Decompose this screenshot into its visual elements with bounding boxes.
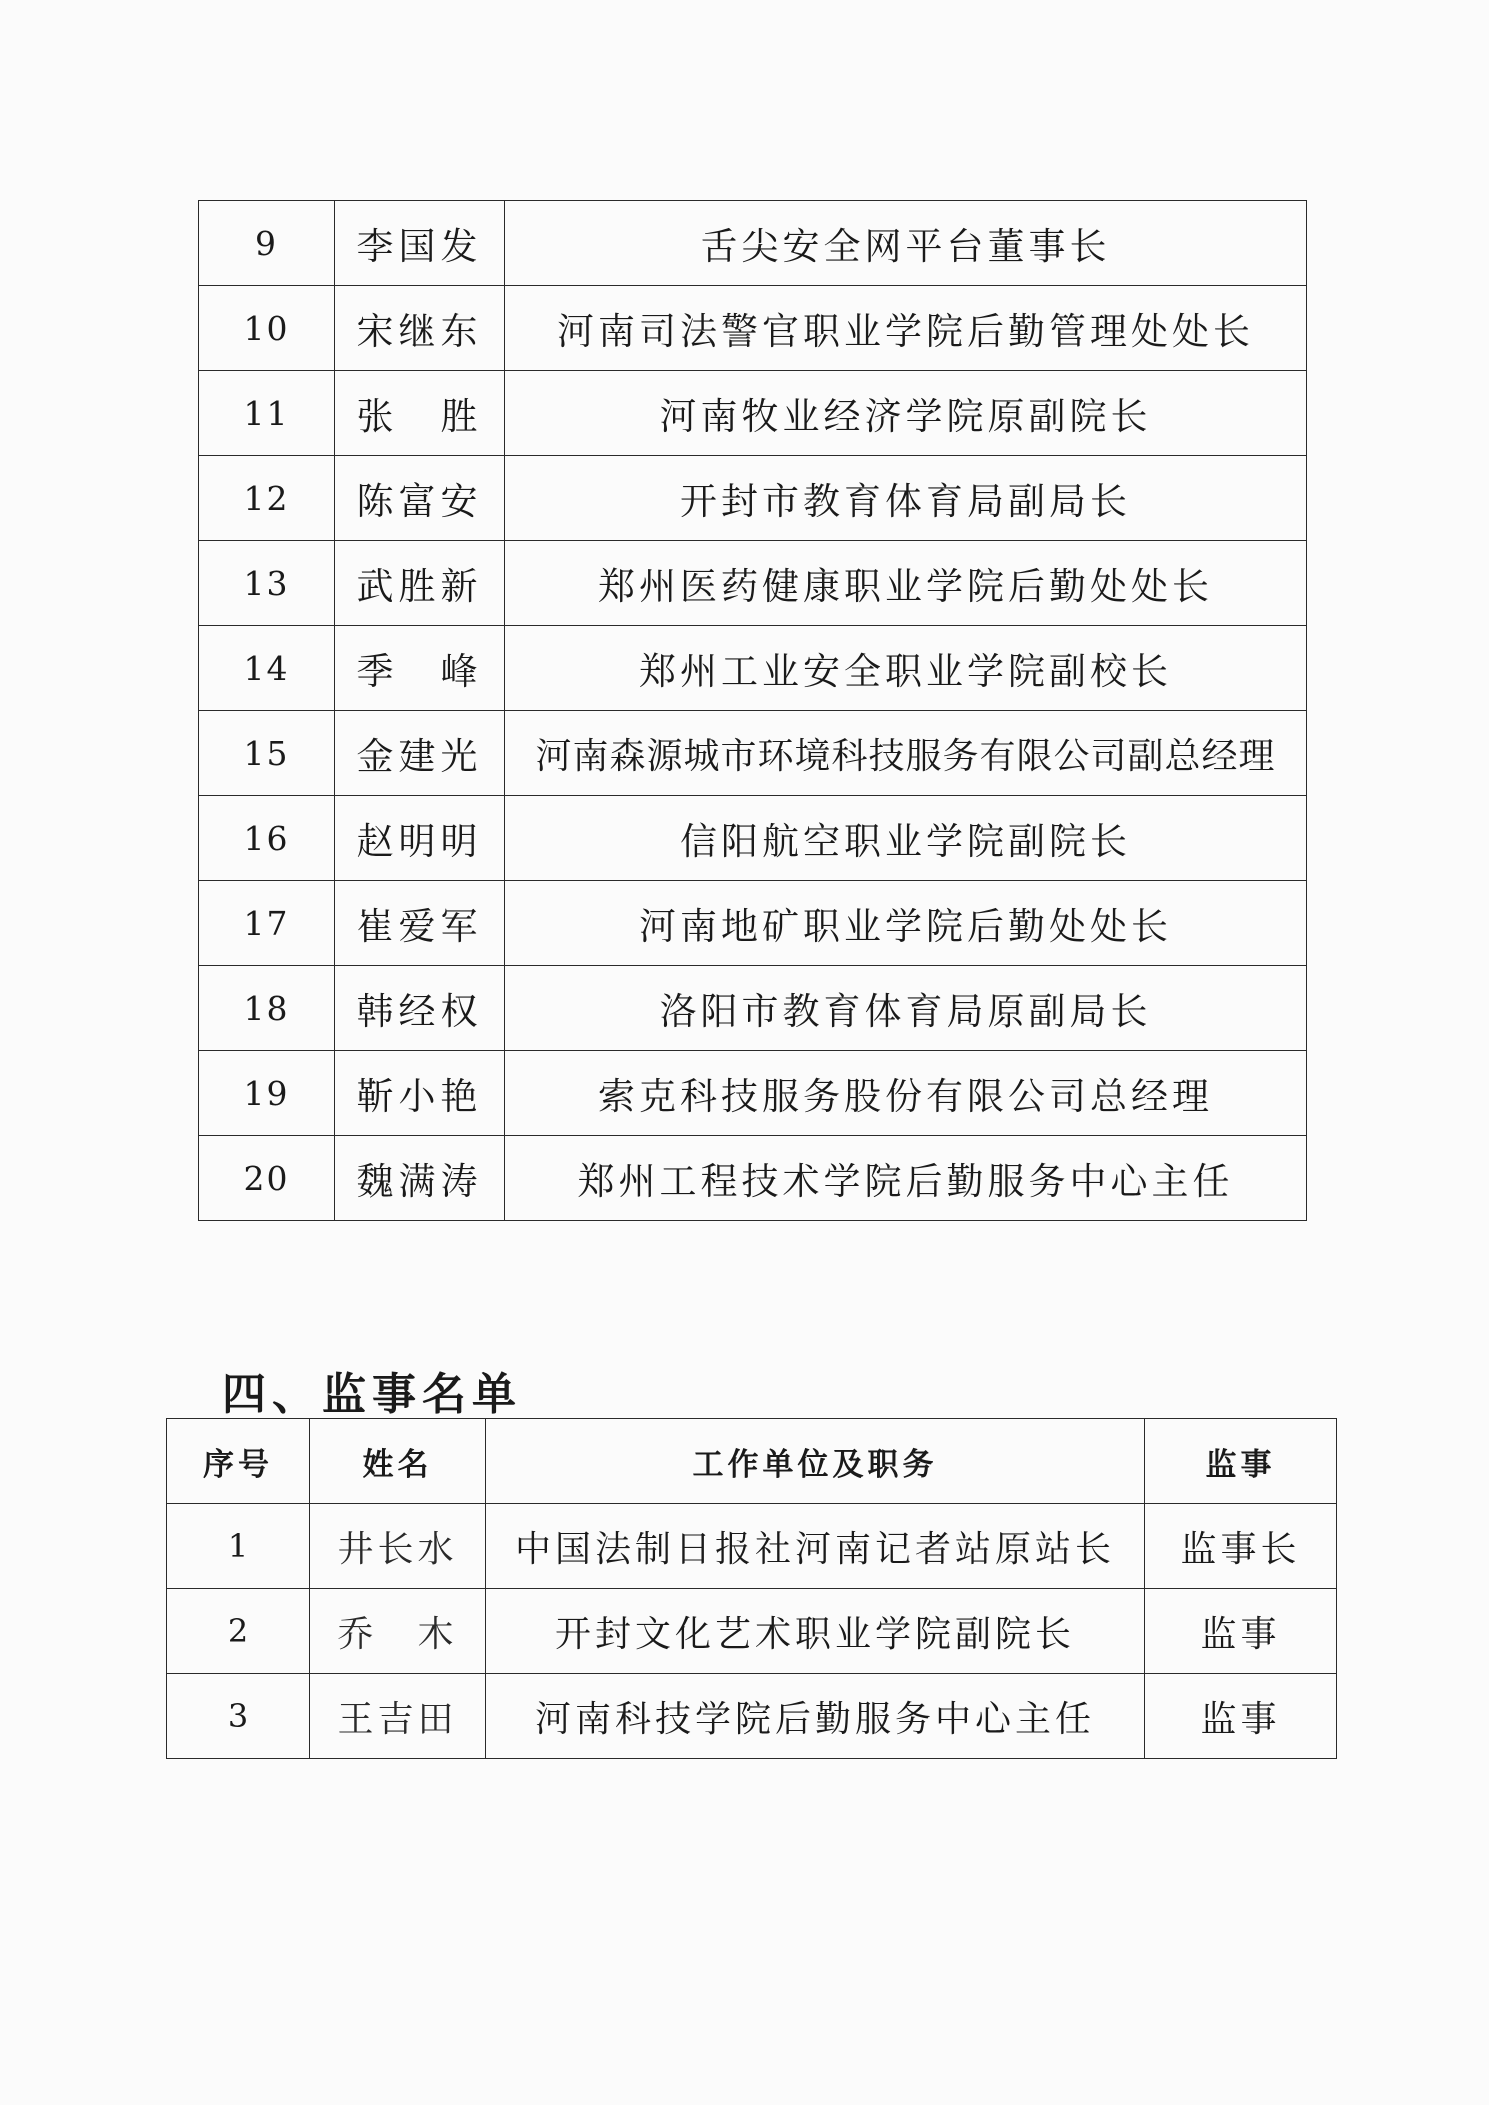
table-row <box>199 626 1307 711</box>
member-name: 魏满涛 <box>335 1136 505 1221</box>
section-heading: 四、监事名单 <box>222 1369 522 1420</box>
table-row <box>199 286 1307 371</box>
member-name: 宋继东 <box>335 286 505 371</box>
row-number: 14 <box>199 626 335 711</box>
member-name: 季 峰 <box>335 626 505 711</box>
row-number: 16 <box>199 796 335 881</box>
row-number: 3 <box>167 1674 310 1759</box>
council-member-table <box>198 200 1307 1221</box>
member-name: 赵明明 <box>335 796 505 881</box>
row-number: 18 <box>199 966 335 1051</box>
member-name: 李国发 <box>335 201 505 286</box>
member-position: 开封市教育体育局副局长 <box>505 456 1307 541</box>
member-name: 崔爱军 <box>335 881 505 966</box>
supervisor-role: 监事 <box>1145 1589 1337 1674</box>
supervisor-position: 中国法制日报社河南记者站原站长 <box>486 1504 1145 1589</box>
supervisor-role: 监事 <box>1145 1674 1337 1759</box>
table-row <box>167 1589 1337 1674</box>
member-position: 洛阳市教育体育局原副局长 <box>505 966 1307 1051</box>
row-number: 12 <box>199 456 335 541</box>
table-row <box>199 966 1307 1051</box>
member-name: 韩经权 <box>335 966 505 1051</box>
member-position: 郑州工程技术学院后勤服务中心主任 <box>505 1136 1307 1221</box>
member-name: 武胜新 <box>335 541 505 626</box>
member-name: 金建光 <box>335 711 505 796</box>
member-name: 靳小艳 <box>335 1051 505 1136</box>
row-number: 2 <box>167 1589 310 1674</box>
row-number: 9 <box>199 201 335 286</box>
member-position: 郑州工业安全职业学院副校长 <box>505 626 1307 711</box>
member-position: 信阳航空职业学院副院长 <box>505 796 1307 881</box>
table-header-row <box>167 1419 1337 1504</box>
table-row <box>199 371 1307 456</box>
row-number: 1 <box>167 1504 310 1589</box>
row-number: 13 <box>199 541 335 626</box>
row-number: 15 <box>199 711 335 796</box>
row-number: 19 <box>199 1051 335 1136</box>
supervisor-position: 河南科技学院后勤服务中心主任 <box>486 1674 1145 1759</box>
member-position: 河南森源城市环境科技服务有限公司副总经理 <box>505 711 1307 796</box>
supervisor-position: 开封文化艺术职业学院副院长 <box>486 1589 1145 1674</box>
row-number: 20 <box>199 1136 335 1221</box>
table-row <box>199 456 1307 541</box>
table-row <box>199 541 1307 626</box>
table-row <box>199 711 1307 796</box>
supervisor-table <box>166 1418 1337 1759</box>
table-row <box>199 1051 1307 1136</box>
member-position: 河南司法警官职业学院后勤管理处处长 <box>505 286 1307 371</box>
member-position: 舌尖安全网平台董事长 <box>505 201 1307 286</box>
header-role: 监事 <box>1145 1419 1337 1504</box>
header-name: 姓名 <box>310 1419 486 1504</box>
table-row <box>167 1504 1337 1589</box>
supervisor-name: 王吉田 <box>310 1674 486 1759</box>
row-number: 10 <box>199 286 335 371</box>
table-row <box>199 1136 1307 1221</box>
row-number: 17 <box>199 881 335 966</box>
table-row <box>199 201 1307 286</box>
header-number: 序号 <box>167 1419 310 1504</box>
table-row <box>199 796 1307 881</box>
supervisor-name: 乔 木 <box>310 1589 486 1674</box>
member-name: 陈富安 <box>335 456 505 541</box>
member-position: 郑州医药健康职业学院后勤处处长 <box>505 541 1307 626</box>
row-number: 11 <box>199 371 335 456</box>
supervisor-name: 井长水 <box>310 1504 486 1589</box>
member-position: 河南地矿职业学院后勤处处长 <box>505 881 1307 966</box>
member-position: 河南牧业经济学院原副院长 <box>505 371 1307 456</box>
header-position: 工作单位及职务 <box>486 1419 1145 1504</box>
table-row <box>167 1674 1337 1759</box>
supervisor-role: 监事长 <box>1145 1504 1337 1589</box>
member-name: 张 胜 <box>335 371 505 456</box>
table-row <box>199 881 1307 966</box>
member-position: 索克科技服务股份有限公司总经理 <box>505 1051 1307 1136</box>
